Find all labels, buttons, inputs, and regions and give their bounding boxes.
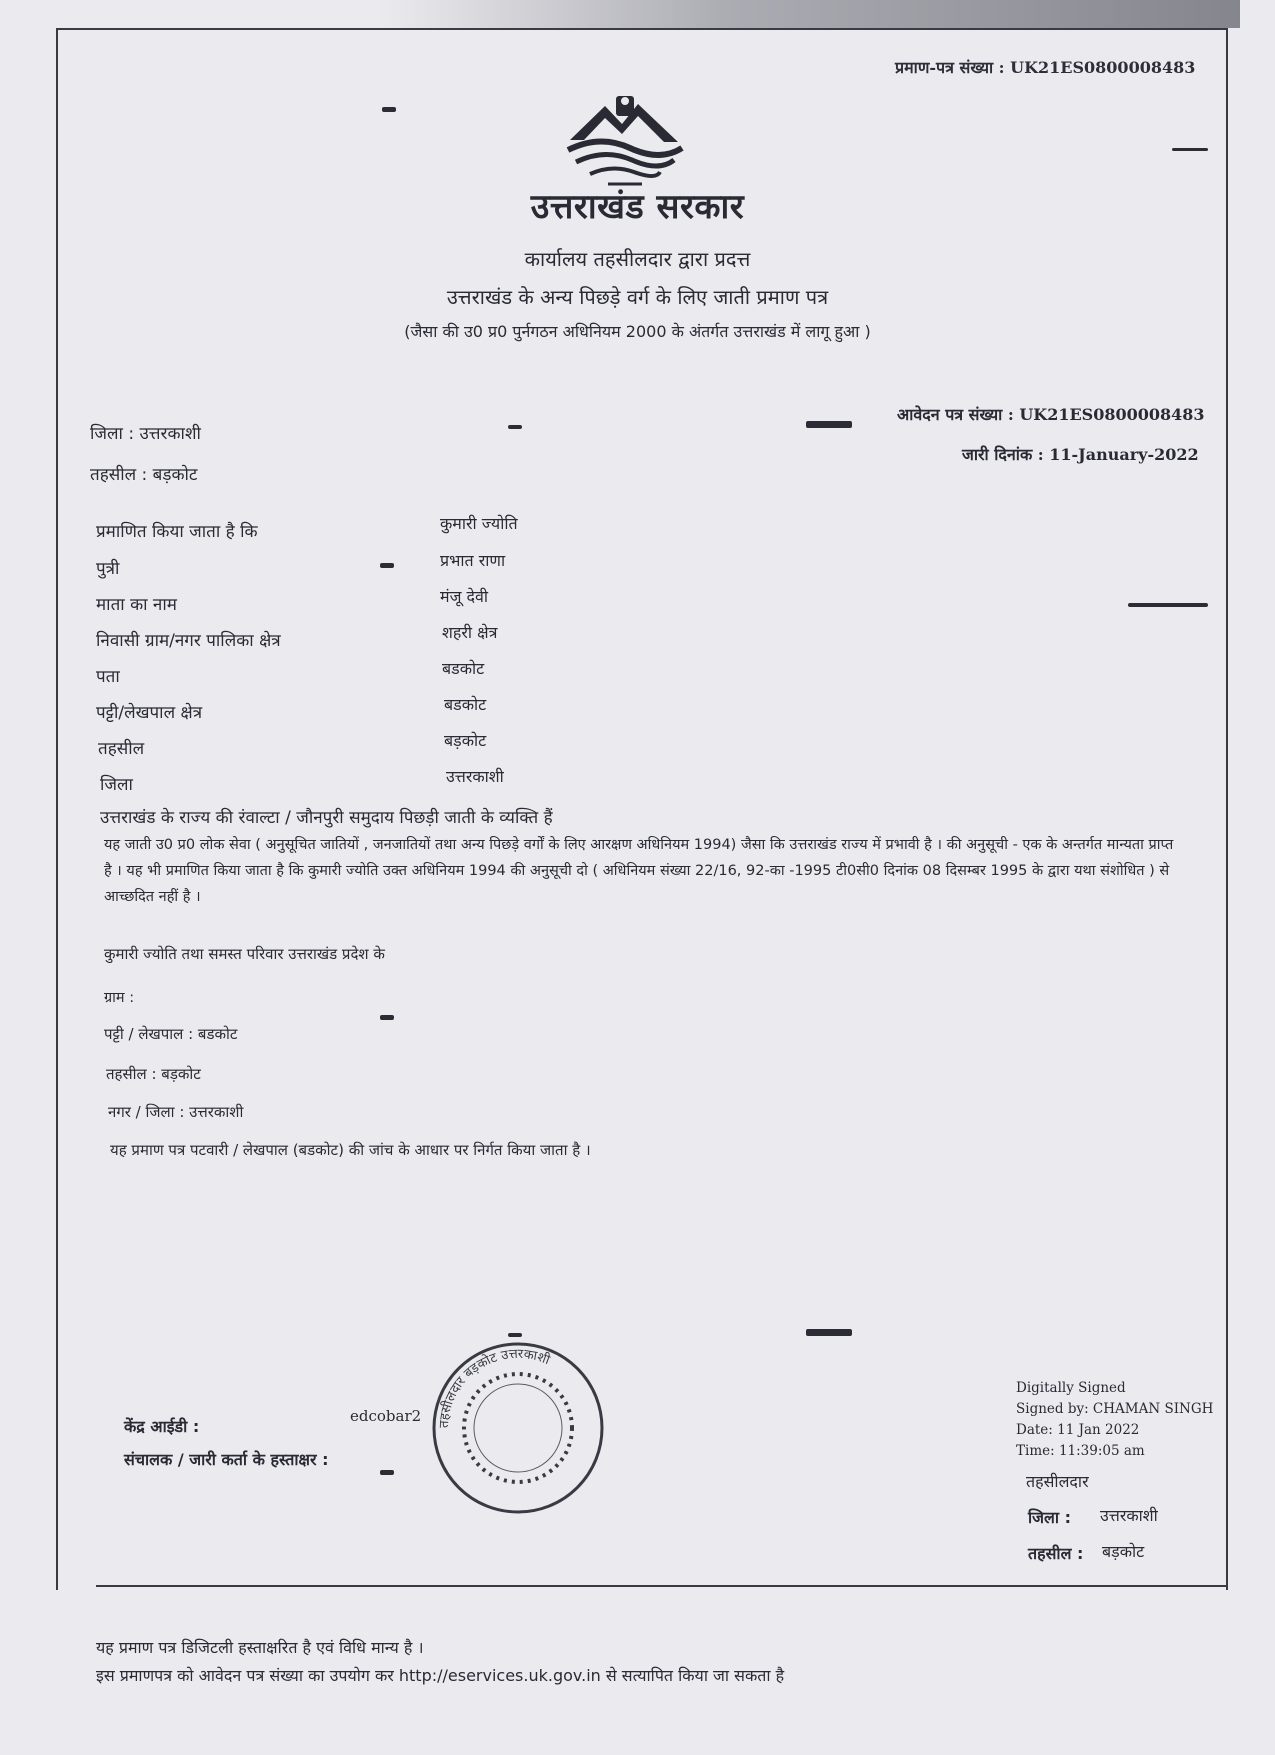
residence-intro: कुमारी ज्योति तथा समस्त परिवार उत्तराखंड प्रदेश के (104, 945, 385, 963)
center-id-label: केंद्र आईडी : (124, 1417, 200, 1436)
detail-label: निवासी ग्राम/नगर पालिका क्षेत्र (96, 631, 281, 651)
detail-label: तहसील (98, 739, 145, 759)
sig-district-value: उत्तरकाशी (1100, 1506, 1158, 1525)
issuing-office: कार्यालय तहसीलदार द्वारा प्रदत्त (524, 247, 751, 271)
detail-value: बडकोट (444, 695, 487, 714)
detail-label: प्रमाणित किया जाता है कि (96, 522, 258, 542)
district-meta: जिला : उत्तरकाशी (90, 424, 201, 444)
scan-speck (508, 1333, 522, 1337)
residence-patti: पट्टी / लेखपाल : बडकोट (104, 1025, 238, 1043)
detail-value: कुमारी ज्योति (440, 514, 518, 533)
signed-date: Date: 11 Jan 2022 (1016, 1422, 1140, 1438)
center-id-value: edcobar2 (350, 1407, 422, 1425)
digital-signature-block (1016, 1378, 1213, 1462)
scan-speck (382, 107, 396, 112)
act-note: (जैसा की उ0 प्र0 पुर्नगठन अधिनियम 2000 के अंतर्गत उत्तराखंड में लागू हुआ ) (404, 322, 871, 341)
detail-label: जिला (100, 775, 133, 795)
scan-speck (806, 421, 852, 428)
signatory-label: संचालक / जारी कर्ता के हस्ताक्षर : (124, 1450, 329, 1469)
scan-speck (380, 1470, 394, 1475)
frame-bottom-line (96, 1585, 1228, 1587)
issue-date: जारी दिनांक : 11-January-2022 (962, 445, 1199, 464)
tehsil-meta: तहसील : बड़कोट (90, 465, 198, 485)
designation: तहसीलदार (1026, 1472, 1089, 1491)
sig-district-label: जिला : (1028, 1508, 1071, 1527)
scan-speck (380, 563, 394, 568)
detail-value: बडकोट (442, 659, 485, 678)
detail-value: शहरी क्षेत्र (442, 623, 498, 642)
scan-speck (806, 1329, 852, 1336)
detail-value: मंजू देवी (440, 587, 489, 606)
government-title: उत्तराखंड सरकार (530, 187, 745, 227)
signed-time: Time: 11:39:05 am (1016, 1443, 1145, 1459)
residence-tehsil: तहसील : बड़कोट (106, 1065, 201, 1083)
scan-speck (1172, 148, 1208, 151)
scan-speck (508, 425, 522, 429)
scan-shadow-band (380, 0, 1240, 28)
uttarakhand-emblem-icon (560, 92, 690, 192)
detail-label: पता (96, 667, 120, 687)
detail-label: पट्टी/लेखपाल क्षेत्र (96, 703, 203, 723)
sig-tehsil-label: तहसील : (1028, 1544, 1084, 1563)
application-number: आवेदन पत्र संख्या : UK21ES0800008483 (897, 405, 1205, 424)
footer-verification-note: इस प्रमाणपत्र को आवेदन पत्र संख्या का उपयोग कर http://eservices.uk.gov.in से सत्यापित किया जा सकता है (96, 1666, 785, 1685)
detail-value: बड़कोट (444, 731, 487, 750)
detail-label: माता का नाम (96, 595, 177, 615)
certificate-title: उत्तराखंड के अन्य पिछड़े वर्ग के लिए जाती प्रमाण पत्र (446, 285, 829, 309)
scan-speck (1128, 603, 1208, 607)
body-paragraph: यह जाती उ0 प्र0 लोक सेवा ( अनुसूचित जातियों , जनजातियों तथा अन्य पिछड़े वर्गों के लिए आरक्षण अधिनियम 1994) जैसा कि उत्तराखंड राज्य में प्रभावी है । की अनुसूची - एक के अन्तर्गत मान्यता प्राप्त है । यह भी प्रमाणित किया जाता है कि कुमारी ज्योति उक्त अधिनियम 1994 की अनुसूची दो ( अधिनियम संख्या 22/16, 92-का -1995 टी0सी0 दिनांक 08 दिसम्बर 1995 के द्वारा यथा संशोधित ) से आच्छदित नहीं है । (104, 837, 1174, 905)
community-statement: उत्तराखंड के राज्य की रंवाल्टा / जौनपुरी समुदाय पिछड़ी जाती के व्यक्ति हैं (100, 808, 553, 828)
tehsildar-seal (428, 1338, 608, 1518)
seal-text: तहसीलदार बड़कोट उत्तरकाशी (436, 1346, 552, 1429)
residence-city-district: नगर / जिला : उत्तरकाशी (108, 1103, 244, 1121)
issuance-note: यह प्रमाण पत्र पटवारी / लेखपाल (बडकोट) की जांच के आधार पर निर्गत किया जाता है । (110, 1141, 591, 1159)
signed-by: Signed by: CHAMAN SINGH (1016, 1401, 1214, 1417)
digitally-signed: Digitally Signed (1016, 1380, 1126, 1396)
sig-tehsil-value: बड़कोट (1102, 1542, 1145, 1561)
scan-speck (380, 1015, 394, 1020)
certificate-number: प्रमाण-पत्र संख्या : UK21ES0800008483 (895, 58, 1196, 77)
detail-value: उत्तरकाशी (446, 767, 504, 786)
detail-value: प्रभात राणा (440, 551, 506, 570)
detail-label: पुत्री (96, 559, 120, 579)
residence-village: ग्राम : (104, 990, 135, 1006)
footer-validity-note: यह प्रमाण पत्र डिजिटली हस्ताक्षरित है एवं विधि मान्य है । (96, 1638, 424, 1657)
